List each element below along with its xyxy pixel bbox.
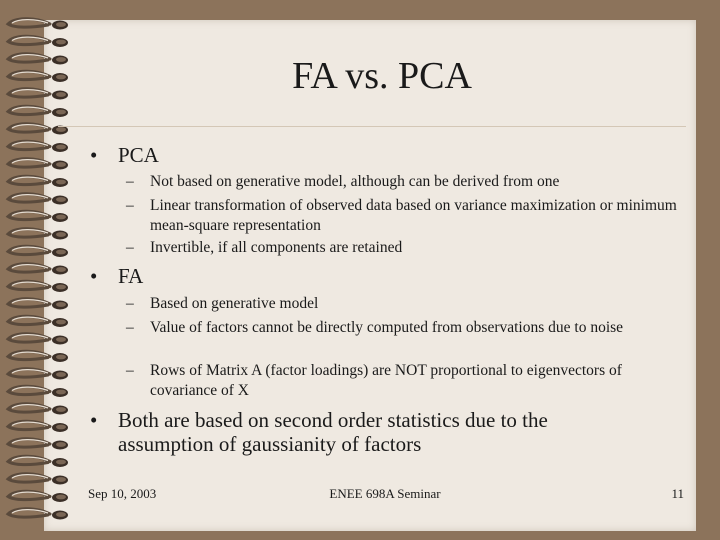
binder-ring-icon: [8, 19, 68, 30]
binder-ring-icon: [8, 474, 68, 485]
binder-ring-icon: [8, 159, 68, 170]
bullet-icon: •: [90, 143, 98, 167]
binder-ring-icon: [8, 491, 68, 502]
sub-bullet-text: Not based on generative model, although can be derived from one: [150, 173, 560, 190]
binder-ring-icon: [8, 334, 68, 345]
sub-bullet-text: Invertible, if all components are retained: [150, 239, 403, 256]
binder-ring-icon: [8, 509, 68, 520]
sub-bullet: [126, 172, 680, 192]
bullet-icon: •: [90, 408, 98, 432]
dash-icon: –: [126, 295, 134, 312]
sub-bullet: [126, 318, 680, 338]
binder-ring-icon: [8, 194, 68, 205]
footer-course: ENEE 698A Seminar: [329, 486, 441, 501]
binder-ring-icon: [8, 281, 68, 292]
binder-ring-icon: [8, 36, 68, 47]
dash-icon: –: [126, 173, 134, 190]
bullet-both: [90, 408, 628, 456]
binder-ring-icon: [8, 439, 68, 450]
bullet-heading: FA: [118, 264, 144, 288]
binder-ring-icon: [8, 316, 68, 327]
sub-bullet-text: Linear transformation of observed data based on variance maximization or minimum mean-square representation: [150, 197, 677, 234]
sub-bullet: [126, 361, 680, 401]
binder-ring-icon: [8, 456, 68, 467]
binder-ring-icon: [8, 176, 68, 187]
footer-date: Sep 10, 2003: [88, 486, 157, 501]
slide-title: FA vs. PCA: [292, 55, 472, 97]
binder-ring-icon: [8, 246, 68, 257]
sub-bullet: [126, 238, 680, 258]
binder-ring-icon: [8, 299, 68, 310]
sub-bullet: [126, 196, 680, 236]
title-divider: [58, 126, 686, 127]
binder-ring-icon: [8, 421, 68, 432]
sub-bullet-text: Value of factors cannot be directly computed from observations due to noise: [150, 319, 624, 336]
dash-icon: –: [126, 197, 134, 214]
bullet-heading: PCA: [118, 143, 159, 167]
bullet-heading: Both are based on second order statistics due to the assumption of gaussianity of factors: [118, 408, 548, 456]
dash-icon: –: [126, 362, 134, 379]
sub-bullet-text: Rows of Matrix A (factor loadings) are NOT proportional to eigenvectors of covariance of X: [150, 362, 622, 399]
binder-ring-icon: [8, 106, 68, 117]
bullet-icon: •: [90, 264, 98, 288]
dash-icon: –: [126, 239, 134, 256]
binder-ring-icon: [8, 229, 68, 240]
sub-bullet: [126, 294, 680, 314]
binder-ring-icon: [8, 351, 68, 362]
binder-ring-icon: [8, 264, 68, 275]
sub-bullet-text: Based on generative model: [150, 295, 319, 312]
binder-ring-icon: [8, 211, 68, 222]
binder-ring-icon: [8, 404, 68, 415]
binder-ring-icon: [8, 141, 68, 152]
binder-ring-icon: [8, 369, 68, 380]
footer-page-number: 11: [671, 486, 684, 501]
binder-ring-icon: [8, 386, 68, 397]
dash-icon: –: [126, 319, 134, 336]
bullet-pca: [90, 143, 678, 167]
bullet-fa: [90, 264, 678, 288]
